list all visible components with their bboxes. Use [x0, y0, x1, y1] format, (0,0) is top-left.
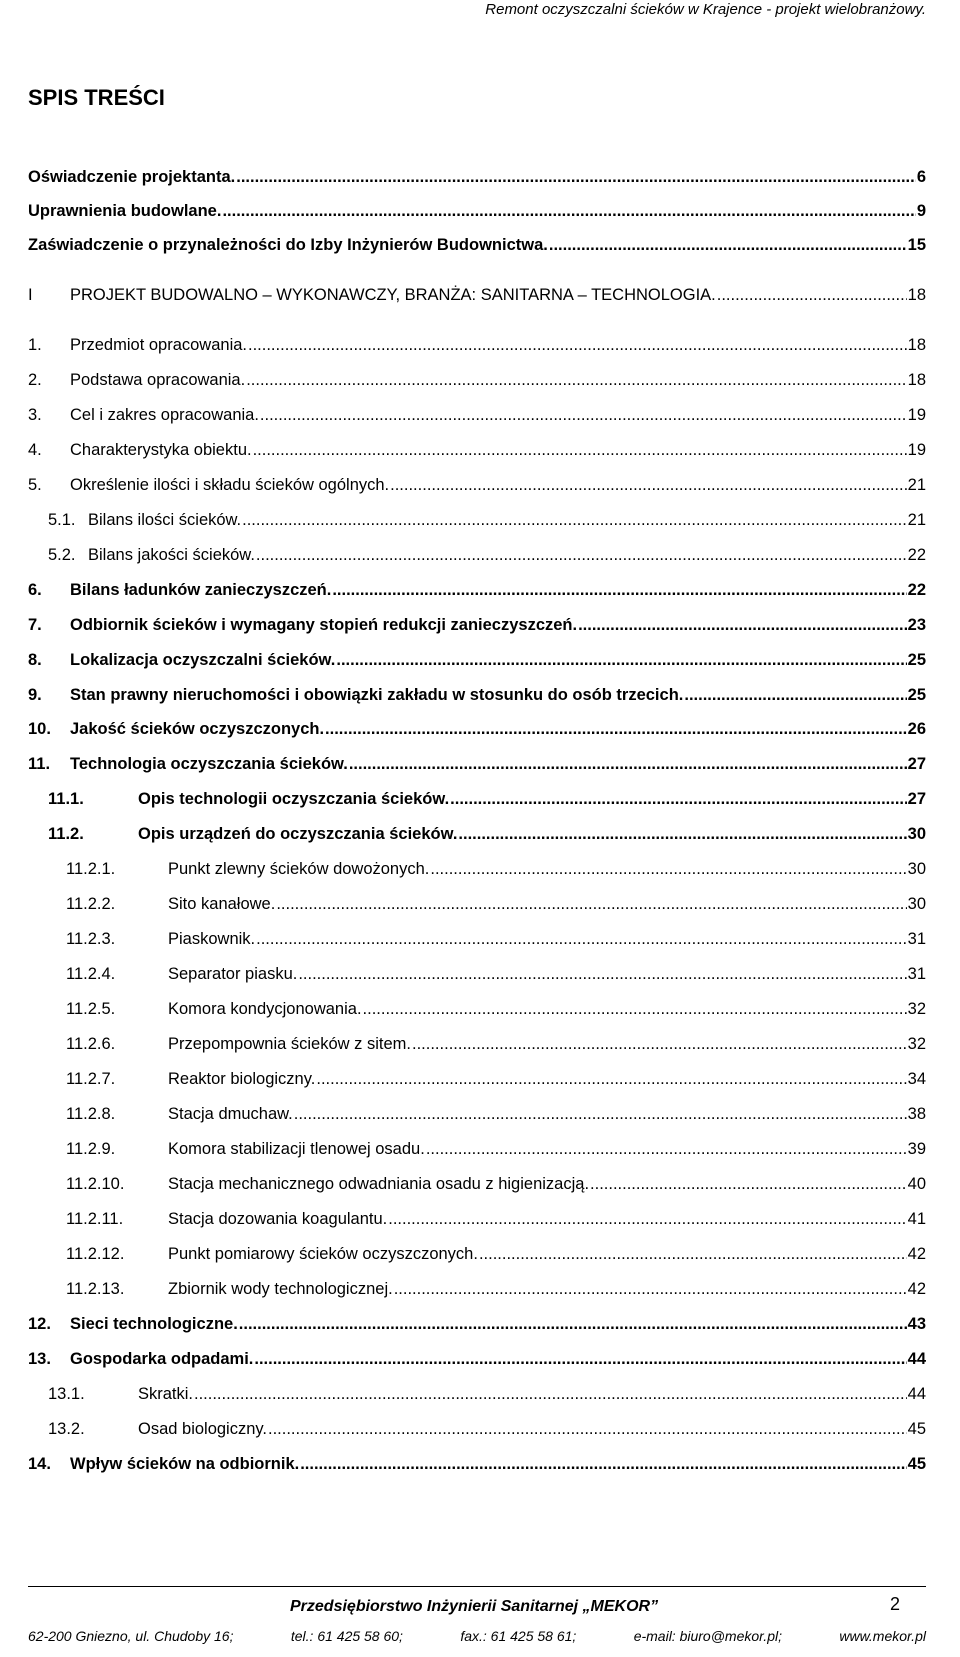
- toc-entry-label: Określenie ilości i składu ścieków ogólnych.: [70, 476, 390, 494]
- toc-dot-leader: [549, 234, 907, 256]
- toc-entry-page: 38: [907, 1105, 926, 1123]
- toc-dot-leader: [294, 1103, 907, 1125]
- toc-entry-number: 11.2.7.: [66, 1070, 116, 1088]
- toc-entry-page: 31: [907, 965, 926, 983]
- toc-entry[interactable]: [28, 404, 926, 426]
- toc-entry-number: 13.: [28, 1350, 51, 1368]
- toc-entry[interactable]: [28, 753, 926, 775]
- toc-entry-label: PROJEKT BUDOWALNO – WYKONAWCZY, BRANŻA: SANITARNA – TECHNOLOGIA.: [70, 286, 716, 304]
- toc-entry-number: 11.2.10.: [66, 1175, 125, 1193]
- toc-dot-leader: [479, 1243, 907, 1265]
- toc-entry-page: 19: [907, 441, 926, 459]
- toc-entry-label: Oświadczenie projektanta.: [28, 168, 236, 186]
- toc-entry-label: Skratki.: [138, 1385, 194, 1403]
- toc-entry-number: 13.1.: [48, 1385, 85, 1403]
- toc-dot-leader: [236, 166, 916, 188]
- footer-divider: [28, 1586, 926, 1587]
- toc-dot-leader: [336, 649, 906, 671]
- toc-entry[interactable]: [28, 284, 926, 306]
- toc-entry-page: 39: [907, 1140, 926, 1158]
- toc-dot-leader: [332, 579, 906, 601]
- toc-entry-label: Odbiornik ścieków i wymagany stopień redukcji zanieczyszczeń.: [70, 616, 578, 634]
- toc-entry-number: 11.2.8.: [66, 1105, 116, 1123]
- toc-entry-page: 21: [907, 476, 926, 494]
- toc-dot-leader: [325, 718, 907, 740]
- toc-entry-number: 11.2.: [48, 825, 84, 843]
- toc-dot-leader: [246, 369, 906, 391]
- toc-entry-number: 5.2.: [48, 546, 76, 564]
- toc-dot-leader: [450, 788, 906, 810]
- toc-entry-page: 45: [907, 1455, 926, 1473]
- toc-entry-label: Punkt zlewny ścieków dowożonych.: [168, 860, 430, 878]
- toc-entry-page: 27: [907, 790, 926, 808]
- toc-entry-label: Lokalizacja oczyszczalni ścieków.: [70, 651, 336, 669]
- toc-entry-label: Zaświadczenie o przynależności do Izby Inżynierów Budownictwa.: [28, 236, 548, 254]
- toc-entry-number: 3.: [28, 406, 42, 424]
- toc-entry[interactable]: [48, 823, 926, 845]
- toc-dot-leader: [578, 614, 907, 636]
- toc-entry-label: Wpływ ścieków na odbiornik.: [70, 1455, 300, 1473]
- toc-entry-label: Przepompownia ścieków z sitem.: [168, 1035, 412, 1053]
- toc-entry-number: 11.2.4.: [66, 965, 116, 983]
- footer-company: Przedsiębiorstwo Inżynierii Sanitarnej „MEKOR”: [290, 1598, 659, 1615]
- toc-entry-page: 23: [907, 616, 926, 634]
- toc-entry-page: 6: [916, 168, 926, 186]
- toc-entry-page: 34: [907, 1070, 926, 1088]
- toc-dot-leader: [268, 1418, 907, 1440]
- toc-entry-page: 22: [907, 581, 926, 599]
- toc-entry-number: 11.2.1.: [66, 860, 116, 878]
- toc-entry[interactable]: [48, 544, 926, 566]
- toc-entry[interactable]: [48, 509, 926, 531]
- toc-entry-page: 26: [907, 720, 926, 738]
- footer-email[interactable]: e-mail: biuro@mekor.pl;: [633, 1628, 782, 1644]
- toc-entry-number: 11.2.11.: [66, 1210, 124, 1228]
- toc-entry-label: Komora stabilizacji tlenowej osadu.: [168, 1140, 425, 1158]
- toc-entry[interactable]: [66, 998, 926, 1020]
- toc-entry-label: Bilans ładunków zanieczyszczeń.: [70, 581, 332, 599]
- toc-entry-label: Stacja dozowania koagulantu.: [168, 1210, 388, 1228]
- toc-entry-number: 8.: [28, 651, 42, 669]
- toc-entry[interactable]: [66, 858, 926, 880]
- toc-dot-leader: [316, 1068, 906, 1090]
- toc-entry-number: 10.: [28, 720, 51, 738]
- toc-entry[interactable]: [28, 1348, 926, 1370]
- toc-entry[interactable]: [66, 1068, 926, 1090]
- toc-entry-label: Charakterystyka obiektu.: [70, 441, 252, 459]
- toc-entry-page: 42: [907, 1245, 926, 1263]
- toc-dot-leader: [430, 858, 906, 880]
- toc-dot-leader: [394, 1278, 907, 1300]
- toc-entry-number: I: [28, 286, 33, 304]
- toc-entry-page: 45: [907, 1420, 926, 1438]
- toc-entry-page: 43: [907, 1315, 926, 1333]
- toc-entry[interactable]: [28, 200, 926, 222]
- toc-entry[interactable]: [66, 1208, 926, 1230]
- toc-entry-page: 44: [907, 1385, 926, 1403]
- toc-dot-leader: [684, 684, 906, 706]
- toc-entry-label: Separator piasku.: [168, 965, 298, 983]
- footer-contact: [28, 1628, 926, 1644]
- toc-entry-label: Punkt pomiarowy ścieków oczyszczonych.: [168, 1245, 478, 1263]
- toc-entry[interactable]: [66, 1103, 926, 1125]
- toc-entry-page: 44: [907, 1350, 926, 1368]
- toc-dot-leader: [242, 509, 907, 531]
- toc-entry-number: 1.: [28, 336, 42, 354]
- toc-dot-leader: [276, 893, 906, 915]
- toc-entry[interactable]: [66, 963, 926, 985]
- toc-dot-leader: [254, 1348, 906, 1370]
- toc-entry-label: Sieci technologiczne.: [70, 1315, 238, 1333]
- toc-dot-leader: [388, 1208, 906, 1230]
- toc-entry[interactable]: [48, 1383, 926, 1405]
- toc-entry-page: 32: [907, 1000, 926, 1018]
- toc-entry-number: 11.: [28, 755, 51, 773]
- toc-dot-leader: [363, 998, 907, 1020]
- toc-entry-number: 12.: [28, 1315, 51, 1333]
- toc-entry-label: Bilans jakości ścieków.: [88, 546, 255, 564]
- document-header: Remont oczyszczalni ścieków w Krajence - projekt wielobranżowy.: [485, 1, 926, 18]
- toc-dot-leader: [222, 200, 915, 222]
- toc-entry-label: Zbiornik wody technologicznej.: [168, 1280, 393, 1298]
- toc-entry-label: Podstawa opracowania.: [70, 371, 246, 389]
- footer-website[interactable]: www.mekor.pl: [839, 1628, 926, 1644]
- toc-entry-number: 11.1.: [48, 790, 84, 808]
- toc-entry-page: 27: [907, 755, 926, 773]
- toc-entry-label: Piaskownik.: [168, 930, 256, 948]
- toc-entry-page: 21: [907, 511, 926, 529]
- toc-entry-number: 11.2.6.: [66, 1035, 116, 1053]
- toc-entry-number: 11.2.9.: [66, 1140, 116, 1158]
- toc-entry-label: Cel i zakres opracowania.: [70, 406, 259, 424]
- toc-entry-label: Gospodarka odpadami.: [70, 1350, 254, 1368]
- toc-dot-leader: [458, 823, 906, 845]
- toc-entry[interactable]: [66, 893, 926, 915]
- toc-entry-page: 42: [907, 1280, 926, 1298]
- toc-dot-leader: [590, 1173, 907, 1195]
- toc-dot-leader: [260, 404, 907, 426]
- toc-entry-number: 2.: [28, 371, 42, 389]
- toc-entry[interactable]: [66, 1033, 926, 1055]
- toc-entry[interactable]: [28, 718, 926, 740]
- toc-entry-number: 6.: [28, 581, 42, 599]
- footer-fax: fax.: 61 425 58 61;: [460, 1628, 577, 1644]
- toc-entry-label: Sito kanałowe.: [168, 895, 276, 913]
- toc-entry-label: Bilans ilości ścieków.: [88, 511, 242, 529]
- toc-entry-page: 18: [907, 371, 926, 389]
- toc-entry-page: 30: [907, 825, 926, 843]
- toc-entry[interactable]: [28, 474, 926, 496]
- footer-phone: tel.: 61 425 58 60;: [290, 1628, 403, 1644]
- toc-entry[interactable]: [28, 334, 926, 356]
- toc-entry[interactable]: [66, 1173, 926, 1195]
- toc-entry[interactable]: [28, 684, 926, 706]
- toc-entry-number: 11.2.3.: [66, 930, 116, 948]
- toc-entry-number: 13.2.: [48, 1420, 85, 1438]
- toc-dot-leader: [256, 928, 907, 950]
- toc-entry-label: Technologia oczyszczania ścieków.: [70, 755, 348, 773]
- toc-entry-page: 25: [907, 651, 926, 669]
- footer-address: 62-200 Gniezno, ul. Chudoby 16;: [28, 1628, 234, 1644]
- toc-dot-leader: [194, 1383, 907, 1405]
- toc-dot-leader: [239, 1313, 907, 1335]
- toc-dot-leader: [256, 544, 907, 566]
- toc-entry[interactable]: [28, 166, 926, 188]
- toc-entry-label: Jakość ścieków oczyszczonych.: [70, 720, 325, 738]
- toc-entry-label: Stacja mechanicznego odwadniania osadu z higienizacją.: [168, 1175, 590, 1193]
- toc-entry-label: Osad biologiczny.: [138, 1420, 268, 1438]
- toc-entry-number: 7.: [28, 616, 42, 634]
- toc-entry[interactable]: [28, 1453, 926, 1475]
- toc-entry[interactable]: [28, 439, 926, 461]
- toc-entry-number: 11.2.5.: [66, 1000, 116, 1018]
- toc-entry-page: 32: [907, 1035, 926, 1053]
- toc-dot-leader: [349, 753, 907, 775]
- toc-entry-label: Stan prawny nieruchomości i obowiązki zakładu w stosunku do osób trzecich.: [70, 686, 684, 704]
- toc-entry-label: Uprawnienia budowlane.: [28, 202, 222, 220]
- toc-entry[interactable]: [28, 1313, 926, 1335]
- toc-entry-number: 14.: [28, 1455, 51, 1473]
- toc-entry-label: Stacja dmuchaw.: [168, 1105, 293, 1123]
- toc-entry[interactable]: [66, 1278, 926, 1300]
- toc-entry[interactable]: [48, 1418, 926, 1440]
- toc-entry-label: Opis technologii oczyszczania ścieków.: [138, 790, 450, 808]
- toc-entry-page: 25: [907, 686, 926, 704]
- toc-entry-label: Reaktor biologiczny.: [168, 1070, 316, 1088]
- toc-entry-number: 11.2.2.: [66, 895, 116, 913]
- toc-entry-page: 22: [907, 546, 926, 564]
- toc-entry-page: 31: [907, 930, 926, 948]
- toc-entry[interactable]: [66, 928, 926, 950]
- toc-entry-page: 30: [907, 860, 926, 878]
- toc-entry-number: 5.1.: [48, 511, 76, 529]
- toc-entry[interactable]: [66, 1138, 926, 1160]
- toc-entry-page: 18: [907, 286, 926, 304]
- toc-dot-leader: [253, 439, 907, 461]
- toc-entry-number: 11.2.13.: [66, 1280, 125, 1298]
- toc-dot-leader: [412, 1033, 907, 1055]
- toc-entry-page: 19: [907, 406, 926, 424]
- toc-entry-number: 9.: [28, 686, 42, 704]
- toc-entry[interactable]: [28, 649, 926, 671]
- toc-dot-leader: [248, 334, 907, 356]
- toc-entry[interactable]: [28, 579, 926, 601]
- page-number: 2: [889, 1594, 900, 1614]
- toc-entry-number: 4.: [28, 441, 42, 459]
- toc-entry-page: 40: [907, 1175, 926, 1193]
- toc-entry-label: Przedmiot opracowania.: [70, 336, 248, 354]
- toc-entry[interactable]: [66, 1243, 926, 1265]
- toc-dot-leader: [298, 963, 906, 985]
- toc-entry[interactable]: [28, 234, 926, 256]
- toc-entry-page: 9: [916, 202, 926, 220]
- toc-entry[interactable]: [28, 614, 926, 636]
- toc-dot-leader: [300, 1453, 906, 1475]
- toc-entry[interactable]: [28, 369, 926, 391]
- toc-entry-label: Komora kondycjonowania.: [168, 1000, 362, 1018]
- page-title: SPIS TREŚCI: [28, 85, 165, 110]
- toc-entry-page: 18: [907, 336, 926, 354]
- toc-entry-number: 11.2.12.: [66, 1245, 125, 1263]
- toc-entry-page: 41: [907, 1210, 926, 1228]
- toc-dot-leader: [390, 474, 907, 496]
- toc-entry-label: Opis urządzeń do oczyszczania ścieków.: [138, 825, 458, 843]
- toc-entry[interactable]: [48, 788, 926, 810]
- toc-dot-leader: [426, 1138, 907, 1160]
- toc-dot-leader: [717, 284, 907, 306]
- toc-entry-number: 5.: [28, 476, 42, 494]
- toc-entry-page: 15: [907, 236, 926, 254]
- toc-entry-page: 30: [907, 895, 926, 913]
